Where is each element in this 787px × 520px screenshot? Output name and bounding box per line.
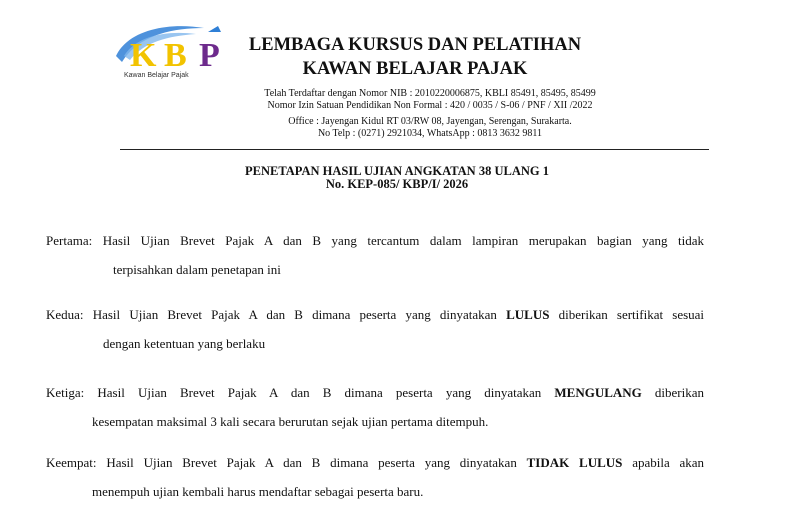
clause-text-after: apabila akan — [632, 455, 705, 470]
clause-continuation: kesempatan maksimal 3 kali secara berurutan sejak ujian pertama ditempuh. — [92, 414, 489, 429]
clause-text-after: diberikan sertifikat sesuai — [558, 307, 705, 322]
clause-continuation: menempuh ujian kembali harus mendaftar sebagai peserta baru. — [92, 484, 424, 499]
clause-label: Keempat: — [46, 455, 97, 470]
clause-emphasis: LULUS — [506, 307, 550, 322]
logo-letter-k: K — [130, 37, 157, 74]
logo-letter-b: B — [164, 37, 187, 74]
clause-text: Hasil Ujian Brevet Pajak A dan B yang tercantum dalam lampiran merupakan bagian yang tidak — [102, 233, 704, 248]
clause-text: Hasil Ujian Brevet Pajak A dan B dimana peserta yang dinyatakan — [97, 385, 542, 400]
clause-ketiga — [46, 385, 704, 430]
clause-line — [46, 455, 704, 471]
clause-emphasis: MENGULANG — [554, 385, 642, 400]
clause-kedua — [46, 307, 704, 352]
clause-text: Hasil Ujian Brevet Pajak A dan B dimana peserta yang dinyatakan — [92, 307, 497, 322]
kbp-logo — [108, 22, 233, 80]
clause-continuation: dengan ketentuan yang berlaku — [103, 336, 266, 351]
clause-line — [46, 385, 704, 401]
clause-line — [46, 233, 704, 249]
clause-label: Kedua: — [46, 307, 84, 322]
registration-number: Telah Terdaftar dengan Nomor NIB : 2010220006875, KBLI 85491, 85495, 85499 — [264, 88, 596, 99]
clause-continuation: terpisahkan dalam penetapan ini — [113, 262, 281, 277]
clause-emphasis: TIDAK LULUS — [526, 455, 623, 470]
clause-label: Ketiga: — [46, 385, 85, 400]
document-number: No. KEP-085/ KBP/I/ 2026 — [325, 177, 469, 191]
clause-line — [46, 307, 704, 323]
org-name-line1: LEMBAGA KURSUS DAN PELATIHAN — [248, 35, 582, 55]
clause-pertama — [46, 233, 704, 278]
clause-text: Hasil Ujian Brevet Pajak A dan B dimana peserta yang dinyatakan — [106, 455, 517, 470]
logo-tagline: Kawan Belajar Pajak — [124, 72, 189, 79]
logo-letter-p: P — [199, 37, 220, 74]
clause-label: Pertama: — [46, 233, 93, 248]
contact-info: No Telp : (0271) 2921034, WhatsApp : 0813 3632 9811 — [317, 128, 543, 139]
org-name-line2: KAWAN BELAJAR PAJAK — [302, 59, 528, 79]
office-address: Office : Jayengan Kidul RT 03/RW 08, Jayengan, Serengan, Surakarta. — [288, 116, 572, 127]
clause-text-after: diberikan — [654, 385, 704, 400]
license-number: Nomor Izin Satuan Pendidikan Non Formal : 420 / 0035 / S-06 / PNF / XII /2022 — [267, 100, 593, 111]
document-title: PENETAPAN HASIL UJIAN ANGKATAN 38 ULANG 1 — [245, 164, 549, 178]
clause-keempat — [46, 455, 704, 500]
letterhead-divider — [120, 149, 709, 150]
